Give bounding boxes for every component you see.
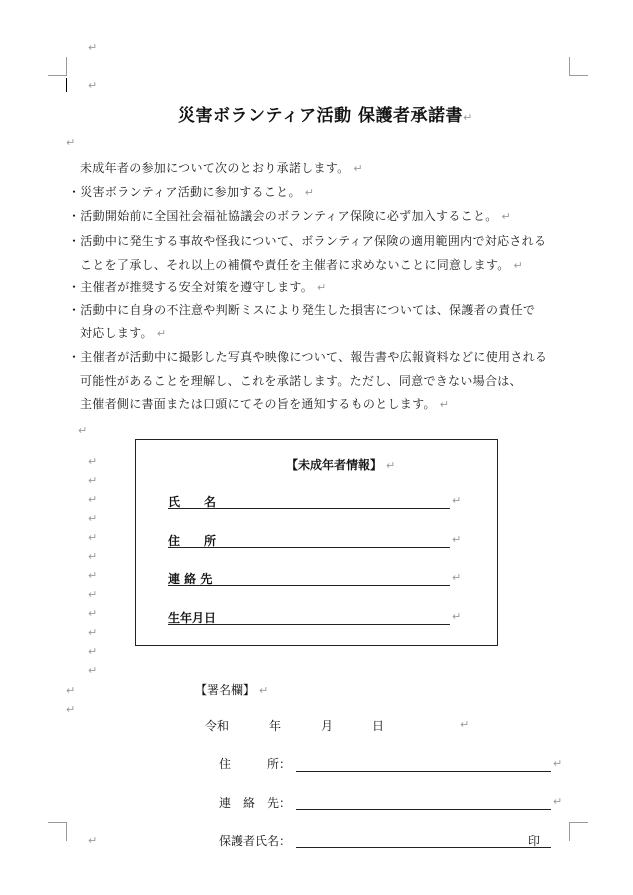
- paragraph-mark: ↵: [88, 569, 98, 582]
- paragraph-mark: ↵: [88, 41, 98, 54]
- paragraph-mark: ↵: [501, 210, 512, 223]
- minor-contact-field[interactable]: [168, 585, 450, 586]
- guardian-name-label: 保護者氏名：: [219, 834, 292, 848]
- paragraph-mark: ↵: [88, 455, 98, 468]
- crop-mark-top-left: [48, 57, 67, 76]
- clause-line[interactable]: ことを了承し、それ以上の補償や責任を主催者に求めないことに同意します。 ↵: [80, 258, 524, 272]
- date-year-label: 年: [269, 719, 282, 733]
- clause-line[interactable]: ・主催者が活動中に撮影した写真や映像について、報告書や広報資料などに使用される: [68, 350, 548, 364]
- paragraph-mark: ↵: [66, 684, 76, 697]
- minor-info-box: [135, 439, 498, 646]
- minor-contact-label: 連 絡 先: [168, 572, 213, 586]
- paragraph-mark: ↵: [88, 79, 98, 92]
- minor-birthdate-field[interactable]: [168, 624, 450, 625]
- paragraph-mark: ↵: [88, 493, 98, 506]
- paragraph-mark: ↵: [259, 684, 269, 697]
- document-title[interactable]: 災害ボランティア活動 保護者承諾書↵: [178, 106, 473, 126]
- guardian-name-field[interactable]: [296, 847, 551, 848]
- paragraph-mark: ↵: [88, 531, 98, 544]
- minor-name-field[interactable]: [168, 508, 450, 509]
- date-era: 令和: [205, 719, 230, 733]
- text-cursor: [66, 78, 67, 92]
- paragraph-mark: ↵: [317, 281, 327, 294]
- clause-line[interactable]: 主催者側に書面または口頭にてその旨を通知するものとします。 ↵: [80, 397, 450, 411]
- paragraph-mark: ↵: [452, 610, 462, 623]
- paragraph-mark: ↵: [88, 834, 98, 847]
- paragraph-mark: ↵: [386, 459, 396, 472]
- signature-heading: 【署名欄】 ↵: [195, 683, 269, 697]
- paragraph-mark: ↵: [156, 327, 167, 340]
- paragraph-mark: ↵: [66, 703, 76, 716]
- date-month-label: 月: [321, 719, 334, 733]
- paragraph-mark: ↵: [88, 512, 98, 525]
- paragraph-mark: ↵: [353, 162, 363, 175]
- paragraph-mark: ↵: [78, 424, 88, 437]
- paragraph-mark: ↵: [460, 718, 470, 731]
- paragraph-mark: ↵: [452, 533, 462, 546]
- paragraph-mark: ↵: [88, 664, 98, 677]
- paragraph-mark: ↵: [88, 550, 98, 563]
- date-day-label: 日: [372, 719, 385, 733]
- guardian-contact-label: 連 絡 先：: [219, 796, 292, 810]
- paragraph-mark: ↵: [463, 111, 473, 124]
- clause-line[interactable]: ・活動開始前に全国社会福祉協議会のボランティア保険に必ず加入すること。 ↵: [68, 209, 512, 223]
- guardian-address-label: 住 所：: [219, 757, 292, 771]
- paragraph-mark: ↵: [88, 607, 98, 620]
- minor-address-label: 住 所: [168, 534, 217, 548]
- clause-line[interactable]: ・災害ボランティア活動に参加すること。 ↵: [68, 185, 315, 199]
- paragraph-mark: ↵: [66, 136, 76, 149]
- minor-birthdate-label: 生年月日: [168, 611, 217, 625]
- paragraph-mark: ↵: [452, 494, 462, 507]
- minor-info-heading: 【未成年者情報】 ↵: [286, 458, 396, 472]
- intro-paragraph[interactable]: 未成年者の参加について次のとおり承諾します。 ↵: [80, 161, 363, 175]
- guardian-contact-field[interactable]: [296, 809, 551, 810]
- paragraph-mark: ↵: [88, 626, 98, 639]
- crop-mark-bottom-right: [569, 822, 588, 841]
- clause-line[interactable]: ・活動中に自身の不注意や判断ミスにより発生した損害については、保護者の責任で: [68, 303, 536, 317]
- clause-line[interactable]: 対応します。 ↵: [80, 326, 167, 340]
- paragraph-mark: ↵: [452, 571, 462, 584]
- minor-address-field[interactable]: [168, 547, 450, 548]
- paragraph-mark: ↵: [88, 588, 98, 601]
- paragraph-mark: ↵: [304, 186, 315, 199]
- paragraph-mark: ↵: [553, 757, 563, 770]
- paragraph-mark: ↵: [88, 645, 98, 658]
- clause-line[interactable]: 可能性があることを理解し、これを承諾します。ただし、同意できない場合は、: [80, 374, 522, 388]
- paragraph-mark: ↵: [553, 795, 563, 808]
- paragraph-mark: ↵: [439, 398, 450, 411]
- guardian-address-field[interactable]: [296, 771, 551, 772]
- crop-mark-top-right: [569, 57, 588, 76]
- minor-name-label: 氏 名: [168, 495, 217, 509]
- paragraph-mark: ↵: [513, 259, 524, 272]
- paragraph-mark: ↵: [88, 474, 98, 487]
- crop-mark-bottom-left: [48, 822, 67, 841]
- clause-line[interactable]: ・活動中に発生する事故や怪我について、ボランティア保険の適用範囲内で対応される: [68, 234, 547, 248]
- seal-mark: 印: [528, 834, 541, 848]
- clause-line[interactable]: ・主催者が推奨する安全対策を遵守します。 ↵: [68, 280, 327, 294]
